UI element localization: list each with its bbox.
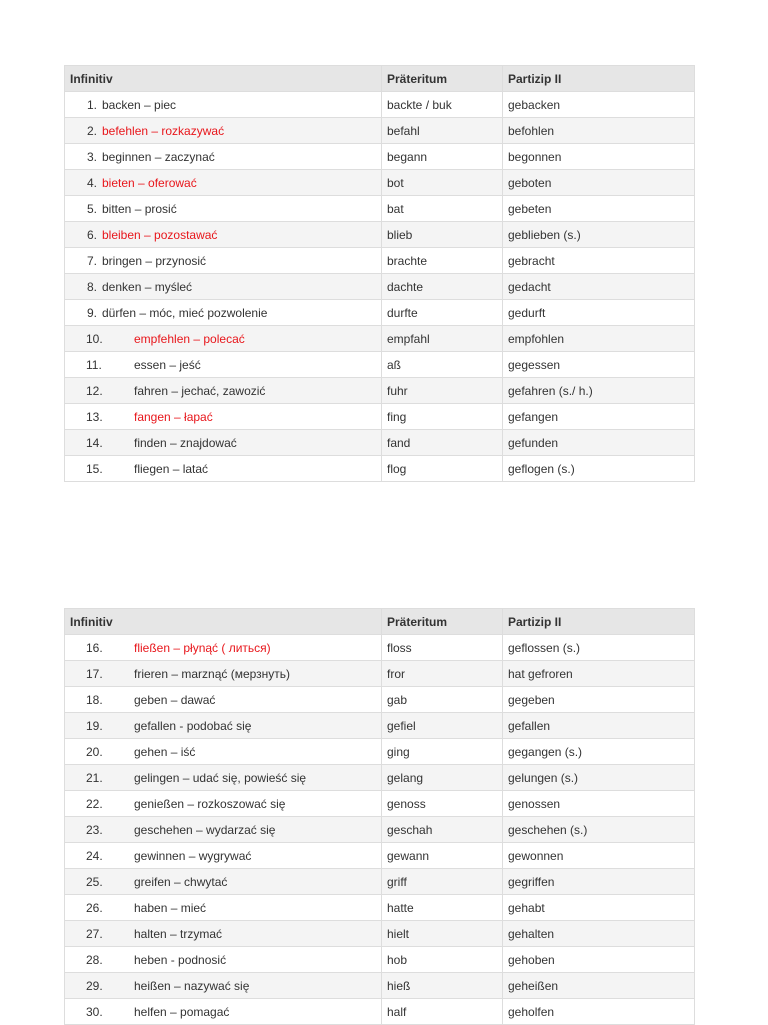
cell-partizip: geflossen (s.) bbox=[503, 635, 695, 661]
cell-prateritum: hob bbox=[382, 947, 503, 973]
verb-infinitiv: finden – znajdować bbox=[134, 435, 237, 450]
table-row bbox=[65, 843, 695, 869]
cell-partizip: gebracht bbox=[503, 248, 695, 274]
table-row bbox=[65, 92, 695, 118]
cell-prateritum: empfahl bbox=[382, 326, 503, 352]
row-number: 18. bbox=[86, 692, 103, 707]
cell-partizip: hat gefroren bbox=[503, 661, 695, 687]
table-row bbox=[65, 222, 695, 248]
cell-prateritum: brachte bbox=[382, 248, 503, 274]
verb-infinitiv: essen – jeść bbox=[134, 357, 201, 372]
verb-infinitiv: denken – myśleć bbox=[102, 279, 193, 294]
row-number: 21. bbox=[86, 770, 103, 785]
cell-prateritum: fror bbox=[382, 661, 503, 687]
verb-infinitiv: heißen – nazywać się bbox=[134, 978, 250, 993]
row-number: 11. bbox=[86, 357, 102, 372]
cell-infinitiv bbox=[65, 248, 382, 274]
verb-infinitiv: gewinnen – wygrywać bbox=[134, 848, 252, 863]
cell-infinitiv bbox=[65, 765, 382, 791]
cell-prateritum: aß bbox=[382, 352, 503, 378]
row-number: 16. bbox=[86, 640, 103, 655]
cell-partizip: befohlen bbox=[503, 118, 695, 144]
cell-prateritum: durfte bbox=[382, 300, 503, 326]
table-row bbox=[65, 999, 695, 1025]
table-row bbox=[65, 687, 695, 713]
cell-partizip: geschehen (s.) bbox=[503, 817, 695, 843]
row-number: 28. bbox=[86, 952, 103, 967]
row-number: 12. bbox=[86, 383, 103, 398]
row-number: 3. bbox=[86, 149, 97, 164]
cell-infinitiv bbox=[65, 222, 382, 248]
cell-infinitiv bbox=[65, 713, 382, 739]
cell-prateritum: hieß bbox=[382, 973, 503, 999]
cell-infinitiv bbox=[65, 196, 382, 222]
verb-infinitiv: fließen – płynąć ( литься) bbox=[134, 640, 271, 655]
cell-prateritum: befahl bbox=[382, 118, 503, 144]
cell-partizip: geflogen (s.) bbox=[503, 456, 695, 482]
cell-partizip: gefangen bbox=[503, 404, 695, 430]
row-number: 13. bbox=[86, 409, 103, 424]
header-infinitiv: Infinitiv bbox=[65, 609, 382, 635]
verb-infinitiv: haben – mieć bbox=[134, 900, 207, 915]
table-header-row bbox=[65, 66, 695, 92]
verb-infinitiv: frieren – marznąć (мерзнуть) bbox=[134, 666, 291, 681]
verb-infinitiv: fangen – łapać bbox=[134, 409, 213, 424]
verb-infinitiv: fahren – jechać, zawozić bbox=[134, 383, 266, 398]
verb-infinitiv: bleiben – pozostawać bbox=[102, 227, 218, 242]
cell-partizip: gewonnen bbox=[503, 843, 695, 869]
verb-infinitiv: heben - podnosić bbox=[134, 952, 227, 967]
cell-prateritum: fand bbox=[382, 430, 503, 456]
cell-prateritum: blieb bbox=[382, 222, 503, 248]
cell-prateritum: hielt bbox=[382, 921, 503, 947]
table-row bbox=[65, 144, 695, 170]
table-body bbox=[65, 92, 695, 482]
row-number: 24. bbox=[86, 848, 103, 863]
cell-partizip: geboten bbox=[503, 170, 695, 196]
cell-infinitiv bbox=[65, 326, 382, 352]
cell-prateritum: genoss bbox=[382, 791, 503, 817]
row-number: 26. bbox=[86, 900, 103, 915]
cell-infinitiv bbox=[65, 791, 382, 817]
header-partizip: Partizip II bbox=[503, 609, 695, 635]
table-row bbox=[65, 791, 695, 817]
row-number: 23. bbox=[86, 822, 103, 837]
cell-prateritum: gefiel bbox=[382, 713, 503, 739]
cell-partizip: gefunden bbox=[503, 430, 695, 456]
row-number: 17. bbox=[86, 666, 103, 681]
table-row bbox=[65, 430, 695, 456]
cell-prateritum: gelang bbox=[382, 765, 503, 791]
table-row bbox=[65, 765, 695, 791]
cell-prateritum: dachte bbox=[382, 274, 503, 300]
row-number: 5. bbox=[86, 201, 97, 216]
row-number: 20. bbox=[86, 744, 103, 759]
row-number: 10. bbox=[86, 331, 103, 346]
row-number: 19. bbox=[86, 718, 103, 733]
cell-partizip: gehabt bbox=[503, 895, 695, 921]
cell-infinitiv bbox=[65, 274, 382, 300]
table-row bbox=[65, 326, 695, 352]
cell-partizip: geheißen bbox=[503, 973, 695, 999]
cell-prateritum: geschah bbox=[382, 817, 503, 843]
cell-infinitiv bbox=[65, 869, 382, 895]
verb-infinitiv: gefallen - podobać się bbox=[134, 718, 252, 733]
cell-infinitiv bbox=[65, 352, 382, 378]
cell-prateritum: begann bbox=[382, 144, 503, 170]
verb-infinitiv: empfehlen – polecać bbox=[134, 331, 245, 346]
table-row bbox=[65, 947, 695, 973]
cell-prateritum: backte / buk bbox=[382, 92, 503, 118]
header-prateritum: Präteritum bbox=[382, 609, 503, 635]
cell-infinitiv bbox=[65, 817, 382, 843]
cell-infinitiv bbox=[65, 921, 382, 947]
cell-infinitiv bbox=[65, 144, 382, 170]
cell-prateritum: fing bbox=[382, 404, 503, 430]
table-row bbox=[65, 817, 695, 843]
cell-infinitiv bbox=[65, 999, 382, 1025]
header-partizip: Partizip II bbox=[503, 66, 695, 92]
cell-infinitiv bbox=[65, 635, 382, 661]
table-row bbox=[65, 404, 695, 430]
row-number: 14. bbox=[86, 435, 103, 450]
table-row bbox=[65, 274, 695, 300]
cell-infinitiv bbox=[65, 687, 382, 713]
cell-infinitiv bbox=[65, 739, 382, 765]
cell-partizip: begonnen bbox=[503, 144, 695, 170]
verb-infinitiv: genießen – rozkoszować się bbox=[134, 796, 286, 811]
cell-prateritum: gab bbox=[382, 687, 503, 713]
cell-infinitiv bbox=[65, 92, 382, 118]
verb-table-2 bbox=[64, 608, 695, 1025]
row-number: 9. bbox=[86, 305, 97, 320]
table-body bbox=[65, 635, 695, 1025]
cell-prateritum: fuhr bbox=[382, 378, 503, 404]
cell-partizip: empfohlen bbox=[503, 326, 695, 352]
cell-prateritum: half bbox=[382, 999, 503, 1025]
cell-partizip: gelungen (s.) bbox=[503, 765, 695, 791]
cell-infinitiv bbox=[65, 404, 382, 430]
cell-partizip: gegessen bbox=[503, 352, 695, 378]
cell-prateritum: bat bbox=[382, 196, 503, 222]
row-number: 30. bbox=[86, 1004, 103, 1019]
row-number: 6. bbox=[86, 227, 97, 242]
verb-infinitiv: backen – piec bbox=[102, 97, 177, 112]
table-row bbox=[65, 456, 695, 482]
row-number: 1. bbox=[86, 97, 97, 112]
table-row bbox=[65, 921, 695, 947]
cell-infinitiv bbox=[65, 895, 382, 921]
cell-partizip: gebeten bbox=[503, 196, 695, 222]
cell-infinitiv bbox=[65, 118, 382, 144]
verb-infinitiv: geben – dawać bbox=[134, 692, 216, 707]
cell-partizip: gefahren (s./ h.) bbox=[503, 378, 695, 404]
cell-infinitiv bbox=[65, 843, 382, 869]
verb-infinitiv: befehlen – rozkazywać bbox=[102, 123, 225, 138]
cell-partizip: geholfen bbox=[503, 999, 695, 1025]
header-prateritum: Präteritum bbox=[382, 66, 503, 92]
cell-infinitiv bbox=[65, 947, 382, 973]
cell-infinitiv bbox=[65, 300, 382, 326]
cell-partizip: gehoben bbox=[503, 947, 695, 973]
verb-infinitiv: fliegen – latać bbox=[134, 461, 209, 476]
row-number: 25. bbox=[86, 874, 103, 889]
cell-prateritum: griff bbox=[382, 869, 503, 895]
table-row bbox=[65, 713, 695, 739]
table-row bbox=[65, 196, 695, 222]
verb-infinitiv: gelingen – udać się, powieść się bbox=[134, 770, 307, 785]
verb-infinitiv: geschehen – wydarzać się bbox=[134, 822, 276, 837]
cell-infinitiv bbox=[65, 973, 382, 999]
verb-infinitiv: gehen – iść bbox=[134, 744, 196, 759]
table-row bbox=[65, 118, 695, 144]
cell-partizip: gehalten bbox=[503, 921, 695, 947]
row-number: 15. bbox=[86, 461, 103, 476]
header-infinitiv: Infinitiv bbox=[65, 66, 382, 92]
cell-partizip: gegangen (s.) bbox=[503, 739, 695, 765]
table-header-row bbox=[65, 609, 695, 635]
cell-partizip: gegeben bbox=[503, 687, 695, 713]
cell-infinitiv bbox=[65, 170, 382, 196]
row-number: 4. bbox=[86, 175, 97, 190]
row-number: 7. bbox=[86, 253, 97, 268]
table-row bbox=[65, 895, 695, 921]
table-row bbox=[65, 973, 695, 999]
cell-infinitiv bbox=[65, 456, 382, 482]
row-number: 29. bbox=[86, 978, 103, 993]
row-number: 27. bbox=[86, 926, 103, 941]
cell-infinitiv bbox=[65, 661, 382, 687]
cell-partizip: gedacht bbox=[503, 274, 695, 300]
table-row bbox=[65, 300, 695, 326]
cell-infinitiv bbox=[65, 378, 382, 404]
row-number: 2. bbox=[86, 123, 97, 138]
table-row bbox=[65, 635, 695, 661]
verb-infinitiv: dürfen – móc, mieć pozwolenie bbox=[102, 305, 268, 320]
verb-infinitiv: greifen – chwytać bbox=[134, 874, 228, 889]
cell-prateritum: bot bbox=[382, 170, 503, 196]
verb-infinitiv: bieten – oferować bbox=[102, 175, 197, 190]
verb-table-1 bbox=[64, 65, 695, 482]
table-row bbox=[65, 352, 695, 378]
table-row bbox=[65, 170, 695, 196]
cell-partizip: geblieben (s.) bbox=[503, 222, 695, 248]
verb-infinitiv: halten – trzymać bbox=[134, 926, 223, 941]
cell-partizip: gefallen bbox=[503, 713, 695, 739]
verb-infinitiv: bringen – przynosić bbox=[102, 253, 207, 268]
table-row bbox=[65, 869, 695, 895]
cell-prateritum: floss bbox=[382, 635, 503, 661]
cell-partizip: gedurft bbox=[503, 300, 695, 326]
verb-infinitiv: helfen – pomagać bbox=[134, 1004, 230, 1019]
cell-prateritum: gewann bbox=[382, 843, 503, 869]
table-row bbox=[65, 661, 695, 687]
cell-prateritum: hatte bbox=[382, 895, 503, 921]
cell-partizip: gebacken bbox=[503, 92, 695, 118]
cell-partizip: genossen bbox=[503, 791, 695, 817]
cell-infinitiv bbox=[65, 430, 382, 456]
verb-infinitiv: beginnen – zaczynać bbox=[102, 149, 215, 164]
row-number: 8. bbox=[86, 279, 97, 294]
cell-prateritum: flog bbox=[382, 456, 503, 482]
table-row bbox=[65, 248, 695, 274]
table-row bbox=[65, 378, 695, 404]
row-number: 22. bbox=[86, 796, 103, 811]
cell-partizip: gegriffen bbox=[503, 869, 695, 895]
cell-prateritum: ging bbox=[382, 739, 503, 765]
verb-infinitiv: bitten – prosić bbox=[102, 201, 177, 216]
table-row bbox=[65, 739, 695, 765]
